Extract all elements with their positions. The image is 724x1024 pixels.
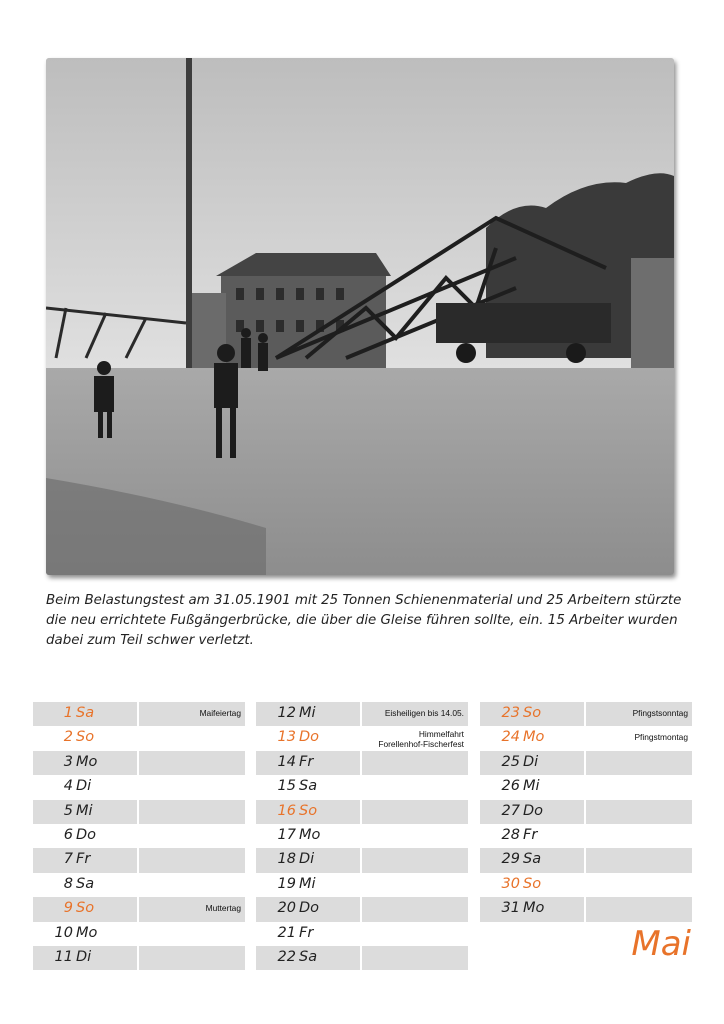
calendar-day-row xyxy=(256,897,468,921)
weekday-label: Do xyxy=(299,729,320,746)
photo-caption xyxy=(46,591,686,651)
weekday-label: Di xyxy=(523,753,539,770)
holiday-note-line: Maifeiertag xyxy=(199,708,241,718)
weekday-label: Mi xyxy=(76,802,93,819)
weekday-label: Do xyxy=(299,900,320,917)
calendar-day-row xyxy=(33,873,245,897)
row-divider xyxy=(584,897,586,921)
row-divider xyxy=(360,824,362,848)
month-title: Mai xyxy=(631,924,691,964)
calendar-day-row xyxy=(33,702,245,726)
weekday-label: Do xyxy=(523,802,544,819)
day-number: 5 xyxy=(63,802,73,819)
day-number: 22 xyxy=(277,948,296,965)
weekday-label: Fr xyxy=(76,851,91,868)
weekday-label: So xyxy=(523,875,542,892)
calendar-day-row xyxy=(480,848,692,872)
row-divider xyxy=(137,702,139,726)
weekday-label: Di xyxy=(299,851,315,868)
row-divider xyxy=(584,873,586,897)
row-divider xyxy=(137,848,139,872)
calendar-day-row xyxy=(480,824,692,848)
row-divider xyxy=(584,824,586,848)
calendar-day-row xyxy=(33,897,245,921)
day-number: 1 xyxy=(63,705,73,721)
historic-photo xyxy=(46,58,674,575)
day-number: 2 xyxy=(63,729,73,746)
day-number: 21 xyxy=(277,924,296,941)
day-number: 31 xyxy=(501,900,520,917)
weekday-label: Sa xyxy=(76,705,95,721)
row-divider xyxy=(137,873,139,897)
holiday-note xyxy=(200,708,241,718)
weekday-label: Fr xyxy=(299,753,314,770)
day-number: 14 xyxy=(277,753,296,770)
weekday-label: Mi xyxy=(523,778,540,795)
row-divider xyxy=(360,848,362,872)
calendar-day-row xyxy=(256,922,468,946)
calendar-day-row xyxy=(480,702,692,726)
row-divider xyxy=(584,775,586,799)
weekday-label: Mi xyxy=(299,875,316,892)
calendar-day-row xyxy=(33,726,245,750)
weekday-label: Mo xyxy=(76,753,98,770)
calendar-day-row xyxy=(33,775,245,799)
day-number: 24 xyxy=(501,729,520,746)
holiday-note-line: Pfingstmontag xyxy=(634,732,688,743)
day-number: 16 xyxy=(277,802,296,819)
calendar-day-row xyxy=(480,751,692,775)
row-divider xyxy=(584,751,586,775)
row-divider xyxy=(137,800,139,824)
row-divider xyxy=(584,726,586,750)
weekday-label: Di xyxy=(76,948,92,965)
day-number: 25 xyxy=(501,753,520,770)
weekday-label: Fr xyxy=(523,826,538,843)
calendar-day-row xyxy=(33,751,245,775)
day-number: 28 xyxy=(501,826,520,843)
weekday-label: Di xyxy=(76,778,92,795)
day-number: 6 xyxy=(63,826,73,843)
row-divider xyxy=(360,946,362,970)
holiday-note-line: Pfingstsonntag xyxy=(632,708,688,718)
day-number: 9 xyxy=(63,900,73,917)
row-divider xyxy=(360,800,362,824)
day-number: 27 xyxy=(501,802,520,819)
weekday-label: Mo xyxy=(299,826,321,843)
caption-line: die neu errichtete Fußgängerbrücke, die über die Gleise führen sollte, ein. 15 Arbeiter wurden xyxy=(46,613,678,628)
row-divider xyxy=(360,775,362,799)
row-divider xyxy=(360,897,362,921)
holiday-note xyxy=(633,708,688,718)
holiday-note-line: Forellenhof-Fischerfest xyxy=(378,739,464,750)
calendar-day-row xyxy=(256,800,468,824)
row-divider xyxy=(360,922,362,946)
day-number: 20 xyxy=(277,900,296,917)
calendar-day-row xyxy=(256,775,468,799)
day-number: 17 xyxy=(277,826,296,843)
caption-line: Beim Belastungstest am 31.05.1901 mit 25 Tonnen Schienenmaterial und 25 Arbeitern stürzte xyxy=(46,593,682,608)
row-divider xyxy=(584,800,586,824)
calendar-day-row xyxy=(256,848,468,872)
weekday-label: Sa xyxy=(76,875,95,892)
calendar-day-row xyxy=(256,702,468,726)
calendar-day-row xyxy=(33,800,245,824)
weekday-label: So xyxy=(76,900,95,917)
row-divider xyxy=(360,751,362,775)
row-divider xyxy=(137,946,139,970)
weekday-label: So xyxy=(523,705,542,721)
holiday-note-line: Muttertag xyxy=(205,903,241,914)
calendar-day-row xyxy=(256,726,468,750)
holiday-note xyxy=(634,732,688,742)
weekday-label: Mo xyxy=(523,900,545,917)
holiday-note-line: Himmelfahrt xyxy=(418,729,464,740)
caption-line: dabei zum Teil schwer verletzt. xyxy=(46,633,254,648)
weekday-label: So xyxy=(76,729,95,746)
holiday-note xyxy=(206,903,241,913)
calendar-column-3 xyxy=(480,702,692,922)
day-number: 29 xyxy=(501,851,520,868)
calendar-day-row xyxy=(256,946,468,970)
calendar-day-row xyxy=(480,775,692,799)
weekday-label: Sa xyxy=(523,851,542,868)
row-divider xyxy=(360,873,362,897)
calendar-day-row xyxy=(256,824,468,848)
day-number: 10 xyxy=(54,924,73,941)
row-divider xyxy=(137,922,139,946)
calendar-day-row xyxy=(480,873,692,897)
weekday-label: Mi xyxy=(299,705,316,721)
calendar-column-2 xyxy=(256,702,468,970)
day-number: 4 xyxy=(63,778,73,795)
row-divider xyxy=(584,702,586,726)
weekday-label: Mo xyxy=(523,729,545,746)
calendar-day-row xyxy=(33,848,245,872)
day-number: 23 xyxy=(501,705,520,721)
collapsed-bridge-photo xyxy=(46,58,674,575)
weekday-label: So xyxy=(299,802,318,819)
weekday-label: Do xyxy=(76,826,97,843)
weekday-label: Mo xyxy=(76,924,98,941)
row-divider xyxy=(137,775,139,799)
row-divider xyxy=(137,824,139,848)
day-number: 8 xyxy=(63,875,73,892)
calendar-day-row xyxy=(33,824,245,848)
calendar-day-row xyxy=(480,800,692,824)
calendar-day-row xyxy=(480,726,692,750)
day-number: 3 xyxy=(63,753,73,770)
calendar-day-row xyxy=(480,897,692,921)
holiday-note-line: Eisheiligen bis 14.05. xyxy=(384,708,464,718)
row-divider xyxy=(137,751,139,775)
weekday-label: Fr xyxy=(299,924,314,941)
day-number: 7 xyxy=(63,851,73,868)
day-number: 13 xyxy=(277,729,296,746)
day-number: 19 xyxy=(277,875,296,892)
day-number: 18 xyxy=(277,851,296,868)
row-divider xyxy=(360,726,362,750)
calendar-day-row xyxy=(33,922,245,946)
calendar-column-1 xyxy=(33,702,245,970)
calendar-day-row xyxy=(256,751,468,775)
row-divider xyxy=(137,726,139,750)
weekday-label: Sa xyxy=(299,778,318,795)
row-divider xyxy=(360,702,362,726)
calendar-day-row xyxy=(256,873,468,897)
holiday-note xyxy=(385,708,464,718)
day-number: 30 xyxy=(501,875,520,892)
row-divider xyxy=(584,848,586,872)
day-number: 26 xyxy=(501,778,520,795)
day-number: 12 xyxy=(277,705,296,721)
holiday-note xyxy=(378,729,464,749)
day-number: 11 xyxy=(54,948,73,965)
calendar-day-row xyxy=(33,946,245,970)
row-divider xyxy=(137,897,139,921)
day-number: 15 xyxy=(277,778,296,795)
weekday-label: Sa xyxy=(299,948,318,965)
